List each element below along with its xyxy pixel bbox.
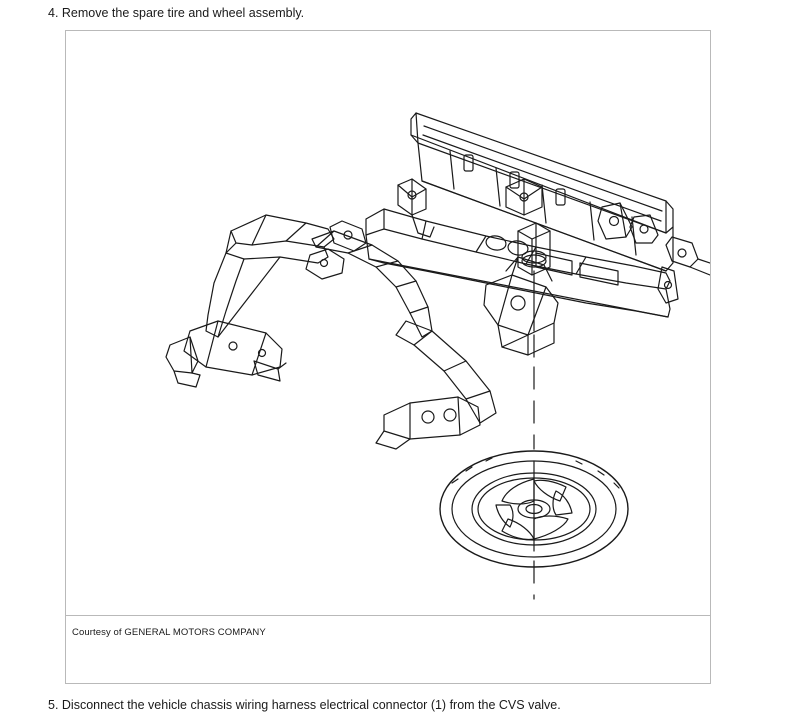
step-4-text: 4. Remove the spare tire and wheel assembly. <box>48 6 305 20</box>
figure-image-area <box>66 31 710 616</box>
step-5-text: 5. Disconnect the vehicle chassis wiring harness electrical connector (1) from the CVS valve. <box>48 698 561 712</box>
figure-caption: Courtesy of GENERAL MOTORS COMPANY <box>72 627 266 638</box>
figure-container <box>65 30 711 684</box>
spare-tire-assembly-illustration <box>66 31 710 616</box>
